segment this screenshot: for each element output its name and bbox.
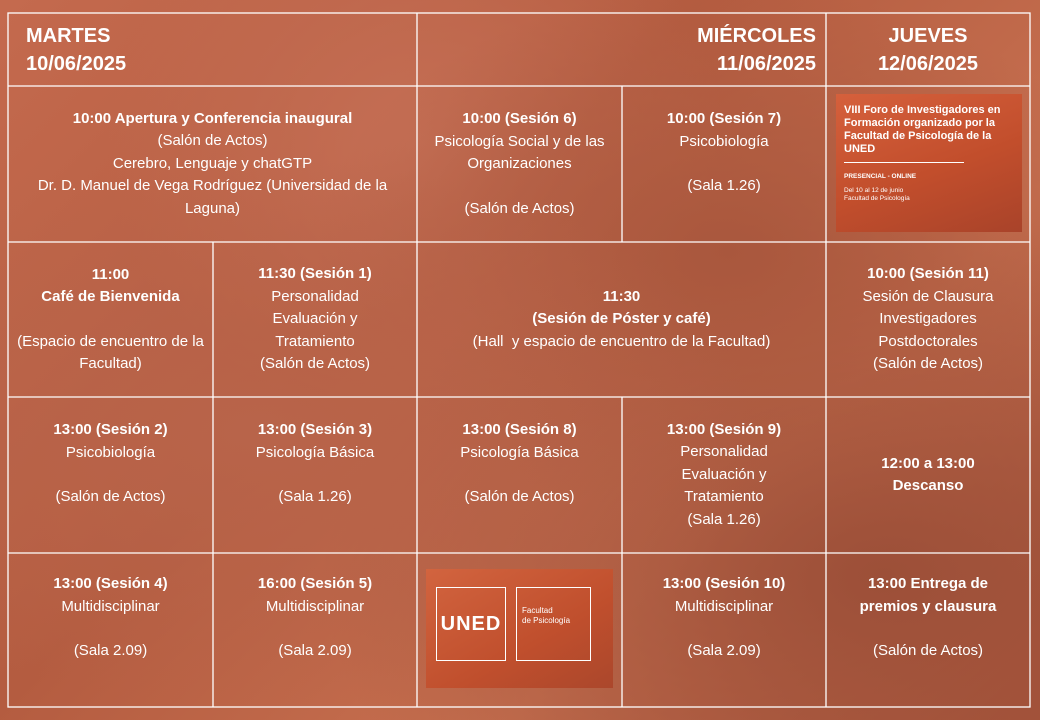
session-title: 16:00 (Sesión 5) bbox=[257, 575, 373, 592]
session-room: (Sala 2.09) bbox=[73, 642, 148, 659]
session-room: (Salón de Actos) bbox=[55, 488, 166, 505]
session-11 bbox=[826, 242, 1030, 397]
session-title: 10:00 (Sesión 6) bbox=[462, 110, 577, 127]
session-time: 11:30 bbox=[602, 287, 641, 305]
session-room: (Sala 1.26) bbox=[687, 177, 761, 194]
session-4 bbox=[8, 553, 213, 707]
session-room: (Sala 2.09) bbox=[278, 642, 352, 659]
event-poster bbox=[836, 94, 1022, 232]
session-place: (Espacio de encuentro de la Facultad) bbox=[17, 332, 204, 372]
poster-dates: Del 10 al 12 de junio bbox=[844, 187, 904, 194]
logo-faculty-line2: de Psicología bbox=[522, 616, 571, 625]
header-day: JUEVES bbox=[888, 24, 968, 47]
session-topic: Psicología Básica bbox=[255, 443, 375, 461]
session-room: (Salón de Actos) bbox=[259, 355, 371, 373]
session-coffee bbox=[8, 242, 213, 397]
uned-logo bbox=[426, 569, 613, 688]
header-date: 11/06/2025 bbox=[717, 52, 816, 75]
session-opening bbox=[8, 86, 417, 242]
session-room: (Sala 1.26) bbox=[687, 510, 761, 528]
session-9 bbox=[622, 397, 826, 553]
session-poster bbox=[417, 242, 826, 397]
session-topic: Sesión de Clausura Investigadores Postdoctorales bbox=[862, 287, 994, 350]
poster-mode: PRESENCIAL - ONLINE bbox=[844, 173, 917, 180]
header-date: 10/06/2025 bbox=[26, 52, 127, 75]
header-day: MARTES bbox=[26, 24, 111, 47]
session-closing bbox=[826, 553, 1030, 707]
header-wednesday bbox=[417, 13, 826, 86]
header-date: 12/06/2025 bbox=[877, 52, 979, 75]
session-place: (Hall y espacio de encuentro de la Facultad) bbox=[472, 332, 771, 350]
header-thursday bbox=[826, 13, 1030, 86]
session-title: 13:00 (Sesión 8) bbox=[462, 421, 577, 438]
session-topic: Multidisciplinar bbox=[61, 597, 160, 615]
session-title: 11:30 (Sesión 1) bbox=[258, 265, 372, 283]
session-talk: Cerebro, Lenguaje y chatGTP bbox=[112, 154, 313, 172]
session-8 bbox=[417, 397, 622, 553]
logo-faculty-line1: Facultad bbox=[522, 606, 553, 615]
session-time: 11:00 bbox=[91, 265, 130, 283]
logo-brand: UNED bbox=[440, 612, 502, 635]
session-room: (Sala 1.26) bbox=[278, 488, 352, 505]
header-tuesday bbox=[8, 13, 417, 86]
session-title: 10:00 Apertura y Conferencia inaugural bbox=[72, 109, 353, 127]
session-title: Descanso bbox=[892, 477, 964, 494]
session-3 bbox=[213, 397, 417, 553]
session-speaker: Dr. D. Manuel de Vega Rodríguez (Universidad de la Laguna) bbox=[37, 177, 388, 217]
session-6 bbox=[417, 86, 622, 242]
session-title: 13:00 (Sesión 3) bbox=[257, 421, 373, 438]
session-room: (Salón de Actos) bbox=[157, 132, 268, 150]
session-title: 10:00 (Sesión 7) bbox=[666, 110, 782, 127]
session-room: (Salón de Actos) bbox=[872, 355, 984, 373]
session-title: 13:00 (Sesión 10) bbox=[662, 575, 786, 592]
session-title: 10:00 (Sesión 11) bbox=[867, 265, 989, 283]
session-topic: Psicobiología bbox=[65, 443, 156, 461]
session-2 bbox=[8, 397, 213, 553]
session-room: (Salón de Actos) bbox=[464, 199, 575, 217]
session-5 bbox=[213, 553, 417, 707]
session-title: 13:00 Entrega de premios y clausura bbox=[859, 575, 997, 615]
session-topic: Multidisciplinar bbox=[265, 597, 365, 615]
session-title: 13:00 (Sesión 9) bbox=[666, 420, 782, 438]
session-title: (Sesión de Póster y café) bbox=[532, 310, 711, 328]
session-time: 12:00 a 13:00 bbox=[881, 454, 975, 472]
session-rest bbox=[826, 397, 1030, 553]
session-7 bbox=[622, 86, 826, 242]
session-title: 13:00 (Sesión 2) bbox=[53, 421, 168, 438]
session-topic: Psicobiología bbox=[679, 132, 769, 150]
session-topic: Psicología Básica bbox=[460, 443, 579, 461]
header-day: MIÉRCOLES bbox=[697, 24, 816, 47]
session-topic: Personalidad Evaluación y Tratamiento bbox=[680, 443, 768, 506]
session-room: (Sala 2.09) bbox=[687, 642, 761, 659]
session-topic: Personalidad Evaluación y Tratamiento bbox=[271, 287, 359, 350]
session-1 bbox=[213, 242, 417, 397]
session-topic: Multidisciplinar bbox=[674, 597, 774, 615]
session-title: Café de Bienvenida bbox=[41, 288, 180, 305]
session-10 bbox=[622, 553, 826, 707]
session-room: (Salón de Actos) bbox=[872, 642, 984, 659]
poster-faculty: Facultad de Psicología bbox=[844, 195, 910, 202]
session-topic: Psicología Social y de las Organizaciones bbox=[434, 132, 605, 172]
session-title: 13:00 (Sesión 4) bbox=[53, 575, 168, 592]
session-room: (Salón de Actos) bbox=[464, 488, 575, 505]
poster-title: VIII Foro de Investigadores en Formación organizado por la Facultad de Psicología de la UNED bbox=[844, 104, 1001, 155]
